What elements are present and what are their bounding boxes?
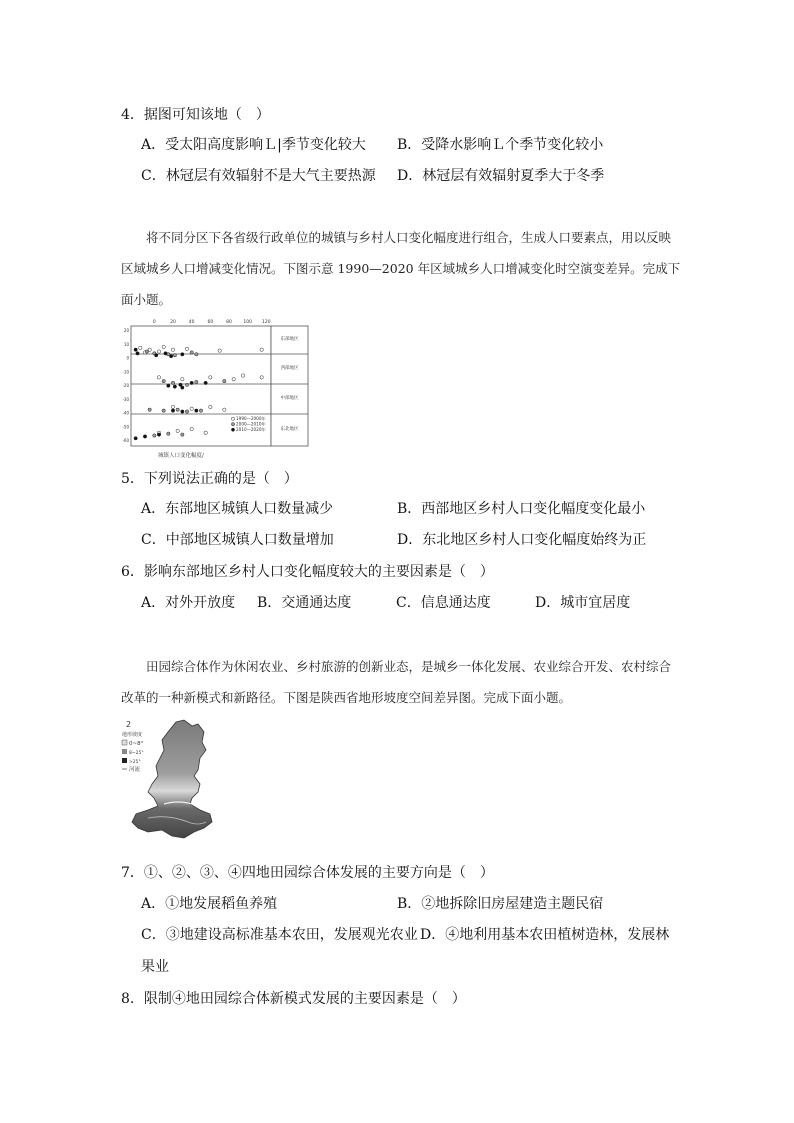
top-tick-label: 60 — [207, 320, 214, 325]
data-point — [157, 350, 160, 353]
data-point — [181, 386, 184, 389]
data-point — [241, 374, 244, 377]
data-point — [185, 410, 188, 413]
region-label: 西部地区 — [280, 366, 299, 371]
data-point — [155, 354, 158, 357]
data-point — [136, 352, 139, 355]
data-point — [167, 432, 170, 435]
slope-map-svg — [118, 718, 218, 842]
data-point — [169, 354, 172, 357]
data-point — [260, 348, 263, 351]
data-point — [218, 349, 221, 352]
data-point — [153, 434, 156, 437]
legend-swatch-flat — [122, 740, 127, 745]
data-point — [209, 376, 212, 379]
data-point — [148, 408, 151, 411]
region-label: 东北地区 — [280, 427, 299, 432]
q7-option-b: B．②地拆除旧房屋建造主题民宿 — [397, 896, 604, 912]
data-point — [190, 407, 193, 410]
data-point — [195, 353, 198, 356]
q7-option-c: C．③地建设高标准基本农田，发展观光农业 — [141, 927, 418, 943]
q6-option-d: D．城市宜居度 — [535, 595, 631, 611]
data-point — [145, 350, 148, 353]
left-tick-label: -60 — [122, 438, 129, 443]
data-point — [190, 381, 193, 384]
data-point — [190, 427, 193, 430]
data-point — [173, 385, 176, 388]
region-label: 东部地区 — [280, 337, 299, 342]
legend-marker — [231, 428, 234, 431]
q5-option-d: D．东北地区乡村人口变化幅度始终为正 — [397, 532, 647, 548]
top-tick-label: 0 — [152, 320, 156, 325]
data-point — [185, 383, 188, 386]
data-point — [181, 378, 184, 381]
q6-stem: 6．影响东部地区乡村人口变化幅度较大的主要因素是（ ） — [121, 564, 494, 580]
legend-marker — [231, 423, 234, 426]
data-point — [162, 379, 165, 382]
data-point — [185, 347, 188, 350]
data-point — [134, 348, 137, 351]
legend-label: 2000—2010年 — [236, 421, 266, 427]
data-point — [173, 354, 176, 357]
chart-x-label: 城镇人口变化幅度/ — [158, 453, 204, 459]
left-tick-label: 10 — [123, 341, 129, 347]
q8-stem: 8．限制④地田园综合体新模式发展的主要因素是（ ） — [121, 991, 466, 1007]
data-point — [181, 410, 184, 413]
data-point — [176, 408, 179, 411]
population-scatter-chart — [118, 316, 310, 460]
map-marker-label: 2 — [126, 720, 132, 729]
left-tick-label: -40 — [122, 410, 129, 416]
data-point — [181, 353, 184, 356]
top-tick-label: 20 — [170, 320, 176, 325]
data-point — [199, 409, 202, 412]
map-legend-title: 地形坡度 — [122, 732, 143, 738]
shaanxi-slope-map — [118, 718, 218, 846]
data-point — [176, 429, 179, 432]
left-tick-label: 20 — [123, 328, 129, 333]
map-legend-item: >25° — [129, 760, 141, 765]
q4-option-b: B．受降水影响Ｌ个季节变化较小 — [397, 137, 604, 153]
q6-option-c: C．信息通达度 — [396, 595, 491, 611]
data-point — [167, 384, 170, 387]
data-point — [223, 379, 226, 382]
data-point — [143, 435, 146, 438]
data-point — [232, 378, 235, 381]
data-point — [139, 346, 142, 349]
left-tick-label: -10 — [122, 369, 129, 375]
data-point — [134, 437, 137, 440]
data-point — [171, 409, 174, 412]
q5-option-b: B．西部地区乡村人口变化幅度变化最小 — [397, 501, 646, 517]
data-point — [223, 408, 226, 411]
legend-swatch-steep — [122, 758, 127, 763]
data-point — [164, 352, 167, 355]
passage-population: 将不同分区下各省级行政单位的城镇与乡村人口变化幅度进行组合，生成人口要素点，用以反映区域城乡人口增减变化情况。下图示意 1990—2020 年区域城乡人口增减变化时空演变差异。完成下面小题。 — [121, 230, 681, 307]
data-point — [195, 380, 198, 383]
q7-option-d-cont: 果业 — [141, 959, 169, 975]
top-tick-label: 120 — [262, 320, 271, 325]
legend-swatch-mid — [122, 749, 127, 754]
legend-label: 1990—2000年 — [236, 416, 266, 421]
data-point — [181, 433, 184, 436]
data-point — [190, 351, 193, 354]
data-point — [171, 405, 174, 408]
q6-option-b: B．交通通达度 — [257, 595, 352, 611]
data-point — [209, 405, 212, 408]
left-tick-label: 0 — [126, 355, 129, 361]
top-tick-label: 80 — [226, 320, 232, 325]
top-tick-label: 100 — [243, 320, 252, 325]
data-point — [157, 433, 160, 436]
data-point — [195, 409, 198, 412]
data-point — [171, 381, 174, 384]
q4-option-d: D．林冠层有效辐射夏季大于冬季 — [397, 168, 605, 184]
population-scatter-figure — [118, 316, 310, 464]
q5-option-c: C．中部地区城镇人口数量增加 — [141, 532, 334, 548]
q7-stem: 7．①、②、③、④四地田园综合体发展的主要方向是（ ） — [121, 865, 494, 881]
map-legend-item: 河流 — [129, 767, 141, 773]
region-label: 中部地区 — [280, 396, 299, 401]
map-legend-item: 0~8° — [129, 741, 144, 747]
legend-marker — [231, 417, 234, 420]
q7-option-a: A．①地发展稻鱼养殖 — [141, 896, 278, 912]
data-point — [171, 348, 174, 351]
data-point — [204, 431, 207, 434]
left-tick-label: -30 — [122, 396, 129, 402]
q4-option-c: C．林冠层有效辐射不是大气主要热源 — [141, 168, 376, 184]
q5-option-a: A．东部地区城镇人口数量减少 — [141, 501, 334, 517]
left-tick-label: -20 — [122, 383, 129, 388]
map-legend-item: 8~25° — [129, 751, 144, 756]
top-tick-label: 40 — [188, 320, 195, 325]
q4-option-a: A．受太阳高度影响Ｌ|季节变化较大 — [141, 137, 366, 153]
q4-stem: 4．据图可知该地（ ） — [121, 107, 270, 123]
q6-option-a: A．对外开放度 — [141, 595, 236, 611]
shaanxi-outline — [132, 720, 212, 838]
data-point — [204, 381, 207, 384]
data-point — [162, 345, 165, 348]
q5-stem: 5．下列说法正确的是（ ） — [121, 471, 298, 487]
data-point — [157, 376, 160, 379]
legend-label: 2010—2020年 — [236, 427, 266, 432]
data-point — [162, 409, 165, 412]
left-tick-label: -50 — [122, 424, 129, 430]
q7-option-d: D．④地利用基本农田植树造林，发展林 — [420, 927, 670, 943]
passage-farm-complex: 田园综合体作为休闲农业、乡村旅游的创新业态，是城乡一体化发展、农业综合开发、农村综合改革的一种新模式和新路径。下图是陕西省地形坡度空间差异图。完成下面小题。 — [121, 659, 672, 705]
data-point — [260, 376, 263, 379]
